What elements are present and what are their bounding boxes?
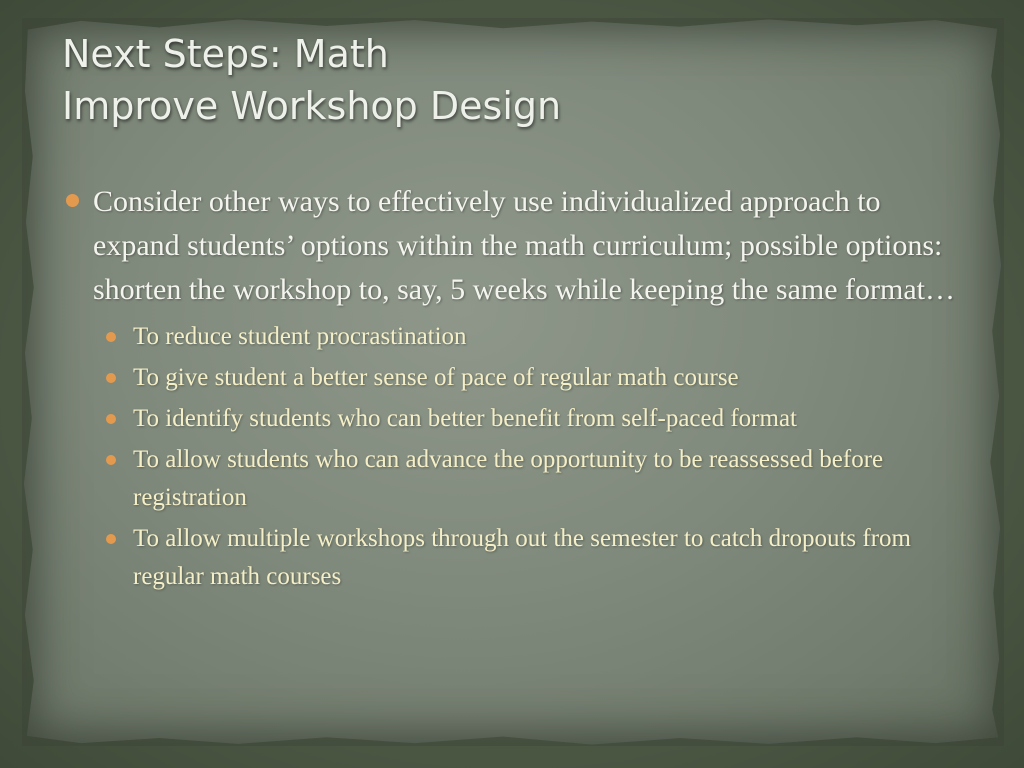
bullet-dot-icon: [106, 534, 116, 544]
sub-bullet: [104, 400, 962, 438]
title-line-2: Improve Workshop Design: [62, 84, 562, 128]
sub-bullet-text: To identify students who can better benefit from self-paced format: [133, 405, 797, 432]
sub-bullet-text: To give student a better sense of pace of regular math course: [133, 364, 739, 391]
slide-content: [62, 180, 962, 599]
sub-bullet-text: To allow students who can advance the opportunity to be reassessed before registration: [133, 446, 884, 511]
slide-title: [62, 28, 962, 132]
sub-bullet-list: [62, 318, 962, 596]
bullet-dot-icon: [106, 455, 116, 465]
sub-bullet: [104, 520, 962, 596]
title-line-1: Next Steps: Math: [62, 32, 389, 76]
sub-bullet: [104, 441, 962, 517]
bullet-dot-icon: [106, 332, 116, 342]
bullet-dot-icon: [106, 373, 116, 383]
sub-bullet: [104, 318, 962, 356]
main-bullet-text: Consider other ways to effectively use individualized approach to expand students’ options within the math curriculum; possible options: shorten the workshop to, say, 5 weeks while keeping the same format…: [93, 185, 956, 306]
bullet-dot-icon: [66, 194, 79, 207]
sub-bullet-text: To reduce student procrastination: [133, 323, 467, 350]
main-bullet: [62, 180, 962, 312]
sub-bullet: [104, 359, 962, 397]
sub-bullet-text: To allow multiple workshops through out the semester to catch dropouts from regular math courses: [133, 525, 911, 590]
bullet-dot-icon: [106, 414, 116, 424]
